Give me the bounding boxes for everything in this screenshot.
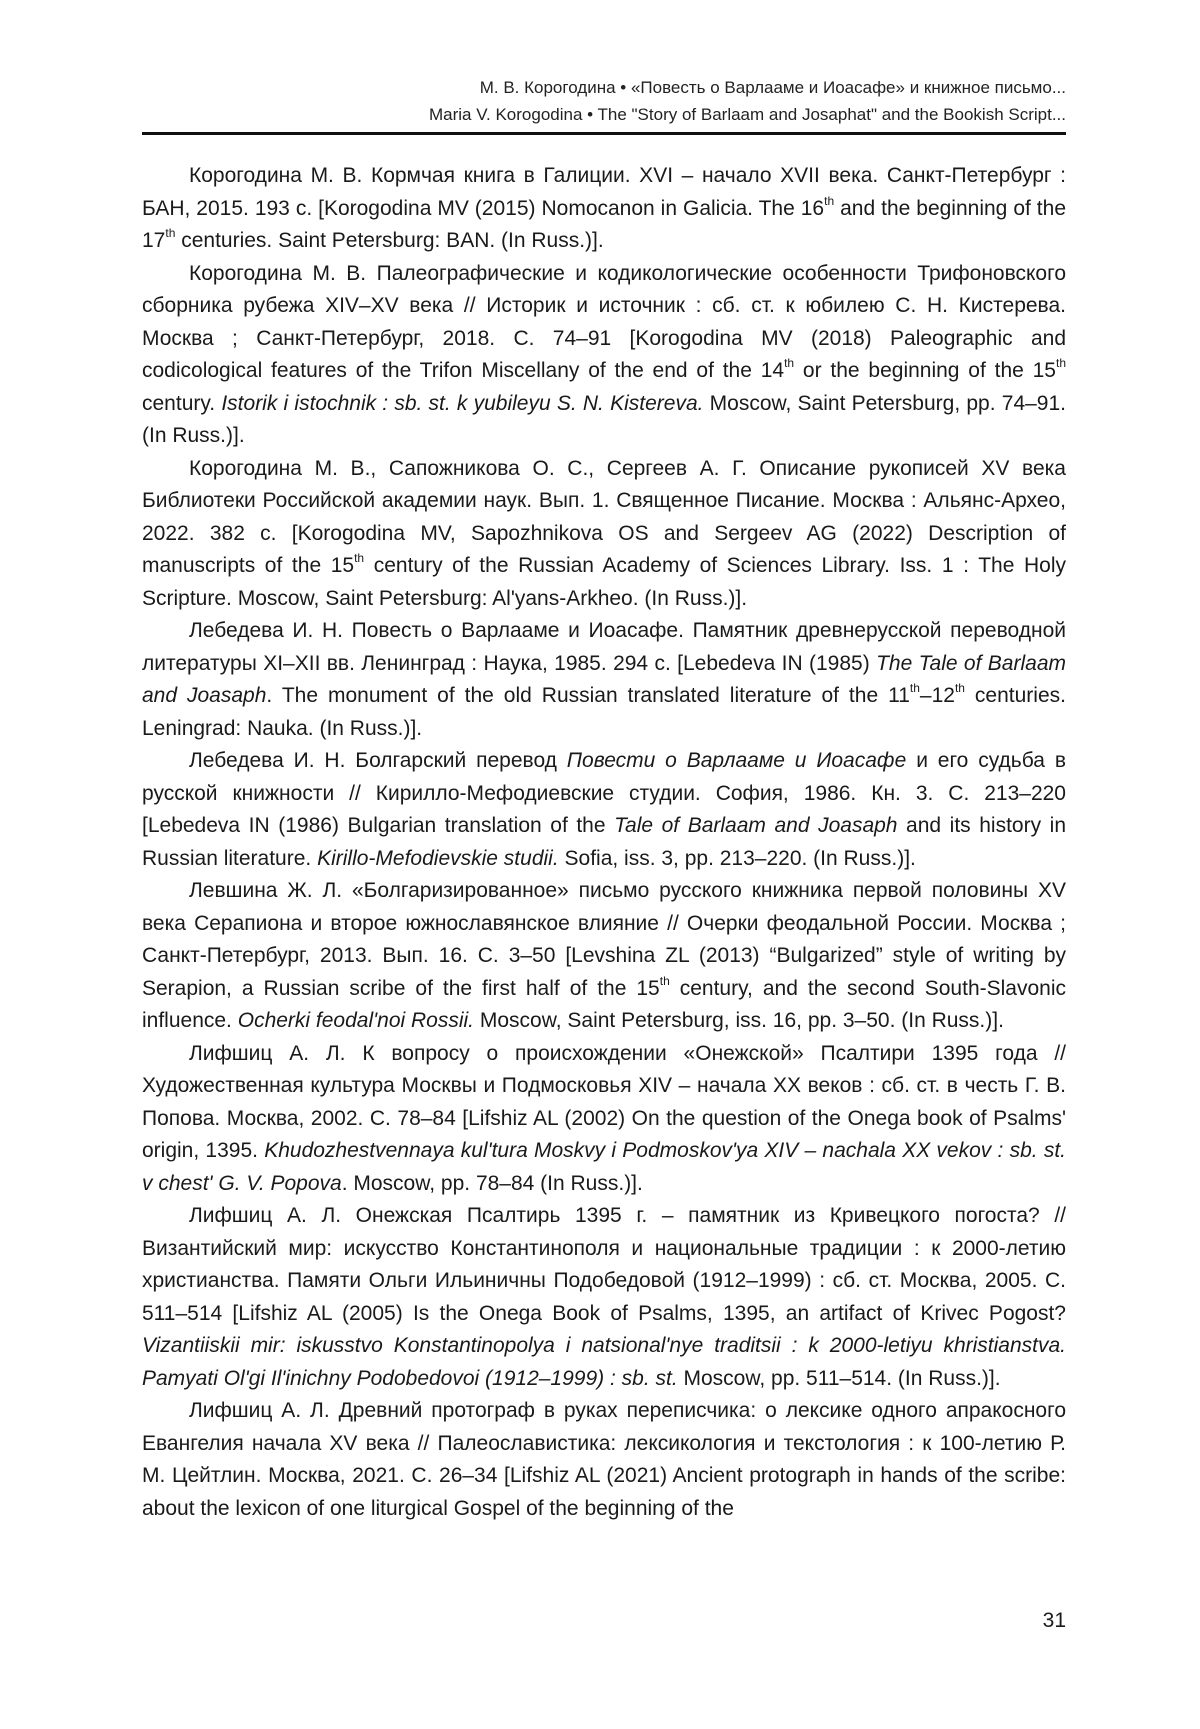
reference-text: и его судьба в русской книжности // Кирилло-Мефодиевские студии. София, 1986. Кн. 3. С. 213–220 [Lebedeva IN (1986) Bulgarian translation of the (142, 749, 1066, 837)
reference-entry (142, 875, 1066, 1038)
reference-text: Лифшиц А. Л. Древний протограф в руках переписчика: о лексике одного апракосного Евангелия начала XV века // Палеославистика: лексикология и текстология : к 100-летию Р. М. Цейтлин. Москва, 2021. С. 26–34 [Lifshiz AL (2021) Ancient protograph in hands of the scribe: about the lexicon of one liturgical Gospel of the beginning of the (142, 1399, 1066, 1520)
reference-text: Moscow, Saint Petersburg, pp. 74–91. (In Russ.)]. (142, 391, 1066, 447)
italic-title: Kirillo-Mefodievskie studii. (317, 846, 559, 870)
italic-title: Vizantiiskii mir: iskusstvo Konstantinopolya i natsional'nye traditsii : k 2000-letiyu khristianstva. Pamyati Ol'gi Il'inichny Podobedovoi (1912–1999) : sb. st. (142, 1334, 1066, 1390)
reference-text: Корогодина М. В. Кормчая книга в Галиции. XVI – начало XVII века. Санкт-Петербург : БАН, 2015. 193 с. [Korogodina MV (2015) Nomocanon in Galicia. The 16 (142, 164, 1066, 220)
running-head-en: Maria V. Korogodina • The "Story of Barlaam and Josaphat" and the Bookish Script... (429, 105, 1066, 124)
reference-text: Sofia, iss. 3, pp. 213–220. (In Russ.)]. (558, 846, 916, 870)
italic-title: Khudozhestvennaya kul'tura Moskvy i Podmoskov'ya XIV – nachala XX vekov : sb. st. v chest' G. V. Popova (142, 1139, 1066, 1195)
reference-text: . Moscow, pp. 78–84 (In Russ.)]. (341, 1171, 643, 1195)
ordinal-superscript: th (165, 226, 176, 240)
reference-text: Moscow, Saint Petersburg, iss. 16, pp. 3–50. (In Russ.)]. (474, 1009, 1004, 1032)
reference-entry (142, 1038, 1066, 1201)
reference-entry (142, 1200, 1066, 1395)
reference-entry (142, 745, 1066, 875)
reference-text: centuries. Leningrad: Nauka. (In Russ.)]. (142, 684, 1066, 740)
reference-entry (142, 1395, 1066, 1525)
reference-text: –12 (919, 684, 955, 707)
ordinal-superscript: th (354, 551, 365, 565)
ordinal-superscript: th (1055, 356, 1066, 370)
reference-text: Лебедева И. Н. Болгарский перевод (189, 749, 567, 772)
italic-title: Повести о Варлааме и Иоасафе (566, 749, 907, 772)
running-head (142, 74, 1066, 128)
header-rule (142, 132, 1066, 135)
italic-title: Ocherki feodal'noi Rossii. (237, 1009, 475, 1032)
ordinal-superscript: th (659, 973, 670, 988)
reference-text: . The monument of the old Russian translated literature of the 11 (266, 684, 910, 707)
page-number: 31 (1042, 1609, 1066, 1632)
reference-text: Левшина Ж. Л. «Болгаризированное» письмо русского книжника первой половины XV века Серапиона и второе южнославянское влияние // Очерки феодальной России. Москва ; Санкт-Петербург, 2013. Вып. 16. С. 3–50 [Levshina ZL (2013) “Bulgarized” style of writing by Serapion, a Russian scribe of the first half of the 15 (142, 879, 1066, 1000)
italic-title: Istorik i istochnik : sb. st. k yubileyu S. N. Kistereva. (221, 391, 704, 415)
reference-text: Корогодина М. В. Палеографические и кодикологические особенности Трифоновского сборника рубежа XIV–XV века // Историк и источник : сб. ст. к юбилею С. Н. Кистерева. Москва ; Санкт-Петербург, 2018. С. 74–91 [Korogodina MV (2018) Paleographic and codicological features of the Trifon Miscellany of the end of the 14 (142, 261, 1066, 382)
reference-text: centuries. Saint Petersburg: BAN. (In Russ.)]. (175, 229, 604, 252)
reference-text: Лифшиц А. Л. К вопросу о происхождении «Онежской» Псалтири 1395 года // Художественная культура Москвы и Подмосковья XIV – начала XX веков : сб. ст. в честь Г. В. Попова. Москва, 2002. С. 78–84 [Lifshiz AL (2002) On the question of the Onega book of Psalms' origin, 1395. (142, 1041, 1066, 1162)
ordinal-superscript: th (909, 681, 920, 695)
reference-list (142, 160, 1066, 1525)
ordinal-superscript: th (784, 356, 795, 370)
reference-entry (142, 615, 1066, 745)
reference-text: Лебедева И. Н. Повесть о Варлааме и Иоасафе. Памятник древнерусской переводной литературы XI–XII вв. Ленинград : Наука, 1985. 294 с. [Lebedeva IN (1985) (142, 619, 1066, 675)
ordinal-superscript: th (824, 193, 835, 208)
italic-title: Tale of Barlaam and Joasaph (614, 814, 898, 837)
reference-entry (142, 453, 1066, 616)
reference-entry (142, 258, 1066, 453)
reference-text: and the beginning of the 17 (142, 196, 1066, 252)
reference-text: Корогодина М. В., Сапожникова О. С., Сергеев А. Г. Описание рукописей XV века Библиотеки Российской академии наук. Вып. 1. Священное Писание. Москва : Альянс-Архео, 2022. 382 с. [Korogodina MV, Sapozhnikova OS and Sergeev AG (2022) Description of manuscripts of the 15 (142, 456, 1066, 577)
reference-text: or the beginning of the 15 (794, 359, 1056, 382)
reference-text: century, and the second South-Slavonic influence. (142, 976, 1066, 1032)
reference-text: century of the Russian Academy of Sciences Library. Iss. 1 : The Holy Scripture. Moscow, Saint Petersburg: Al'yans-Arkheo. (In Russ.)]. (142, 554, 1066, 610)
reference-text: and its history in Russian literature. (142, 814, 1067, 870)
running-head-ru: М. В. Корогодина • «Повесть о Варлааме и Иоасафе» и книжное письмо... (479, 78, 1066, 97)
reference-text: century. (142, 391, 222, 415)
reference-text: Moscow, pp. 511–514. (In Russ.)]. (677, 1366, 1001, 1390)
reference-entry (142, 160, 1066, 258)
ordinal-superscript: th (954, 681, 965, 695)
italic-title: The Tale of Barlaam and Joasaph (142, 651, 1067, 707)
reference-text: Лифшиц А. Л. Онежская Псалтирь 1395 г. – памятник из Кривецкого погоста? // Византийский мир: искусство Константинополя и национальные традиции : к 2000-летию христианства. Памяти Ольги Ильиничны Подобедовой (1912–1999) : сб. ст. Москва, 2005. С. 511–514 [Lifshiz AL (2005) Is the Onega Book of Psalms, 1395, an artifact of Krivec Pogost? (142, 1204, 1066, 1325)
